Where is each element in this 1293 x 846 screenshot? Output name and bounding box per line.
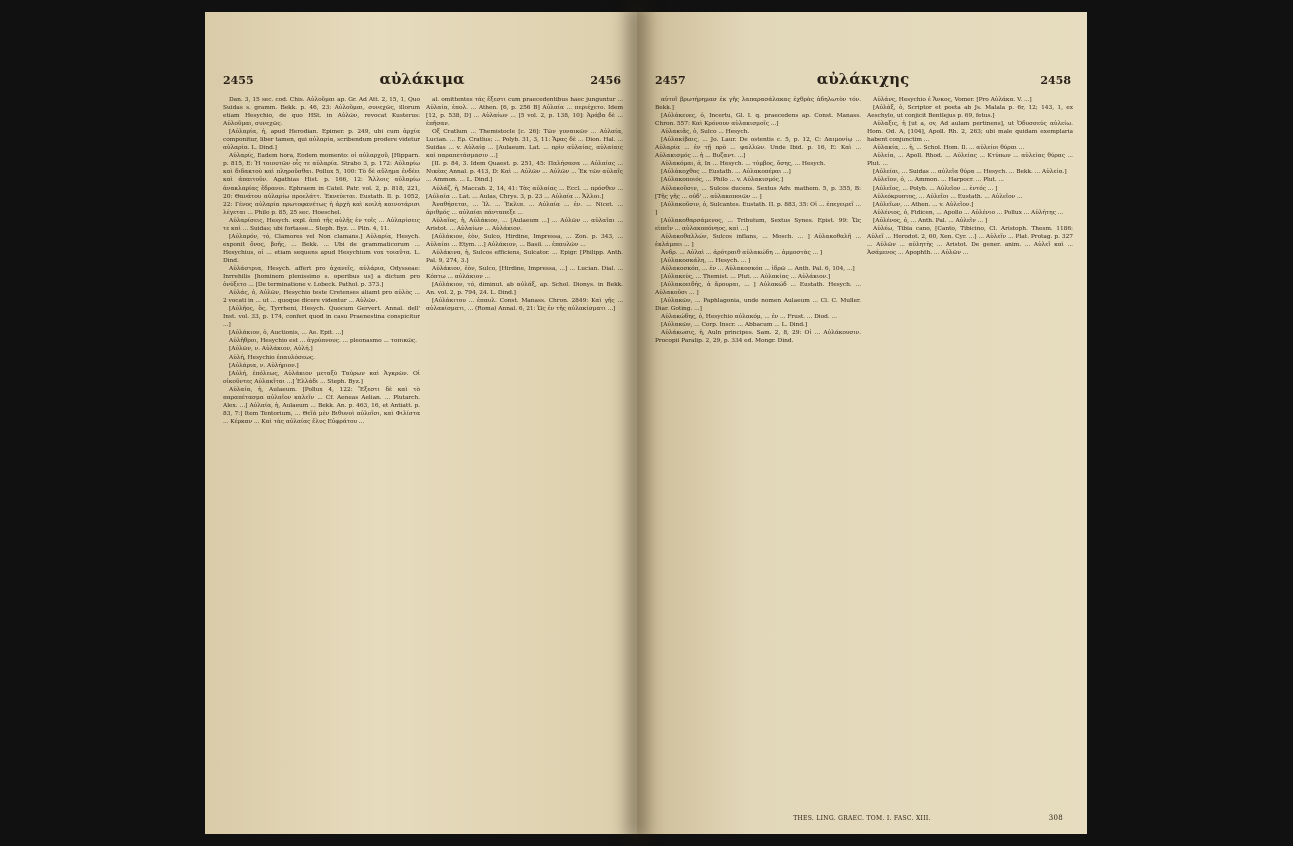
dictionary-entry: [Αὐλάκιον, ὁ, Auctionis, ... Ae. Epit. ...] — [229, 330, 344, 337]
left-page — [205, 12, 637, 834]
column-number-left: 2457 — [655, 74, 686, 87]
text-column — [867, 96, 1073, 816]
dictionary-entry: Αὐλεῖον, ὁ, ... Ammon. ... Harpocr. ... Plut. ... — [873, 177, 1004, 184]
right-page-columns — [655, 96, 1073, 816]
dictionary-entry: [Αὐλῶν, ν. Αὐλάκιον, Αὐλή.] — [229, 346, 313, 353]
dictionary-entry: [Αὐλένος, ὁ, ... Anth. Pal. ... Αὐλεῖν ... ] — [873, 217, 988, 224]
dictionary-entry: Αὐλῆθροι, Hesychio est ... ἀγρύπνους. ... pleonasmo ... τοπικῶς. — [229, 338, 417, 345]
left-page-header — [223, 70, 621, 92]
dictionary-entry: Ἀναθήσεται, ... Ἰλ. ... Ἐκλιπ. ... Αὐλαία ... ἐν. ... Nicet. ... ἀριθμός ... αὐλαίαι πάνταπεξε ... — [426, 201, 623, 216]
dictionary-entry: [Αὐλάκοχθος ... Eustath. ... Αὐλακοπέραι ...] — [661, 169, 791, 176]
dictionary-entry: [Αὐλακοποιός, ... Philo ... v. Αὐλακισμός.] — [661, 177, 783, 184]
dictionary-entry: Αὐλακοσκόπ, ... ἐν ... Αὐλακοσκόπ ... ἱδρῶ ... Anth. Pal. 6, 104, ...] — [661, 265, 855, 272]
dictionary-entry: [II. p. 84, 3. Idem Quaest. p. 251, 45: Παλήσασα ... Αὐλαίας ... Νικέας Annal. p. 413, D: Καὶ ... Αὐλῶν ... Αὐλῶν ... Ἐκ τῶν αὐλαῖς ... Ammon. ... L. Dind.] — [426, 161, 623, 184]
dictionary-entry: Αὐλάκινα, ἡ, Sulcos efficiens, Sulcator. ... Epigr. [Philipp. Anth. Pal. 9, 274, 3.] — [426, 249, 623, 264]
dictionary-entry: Αὐλάνς, Hesychio ἐ Ἄνκος, Vomer. [Pro Αὐλάκα. V. ...] — [873, 97, 1032, 103]
dictionary-entry: Αὐλακοθαλλών, Sulcos inflans, ... Mosch. ... ] Αὐλακοθαλῆ ... ἐκλάμπει ... ] — [655, 233, 861, 248]
dictionary-entry: Αὐλή, Hesychio ἐπαυλόσεως. — [229, 354, 315, 361]
dictionary-entry: Αὐλένιος, ὁ, Fidicen, ... Apollo ... Αὐλένιο ... Pollux ... Αὐλήτης ... — [873, 209, 1064, 216]
dictionary-entry: [Αὐλάκιον, τό, diminut. ab αὐλάξ, ap. Schol. Dionys. in Bekk. An. vol. 2, p. 794, 24. L. Dind.] — [426, 282, 623, 297]
dictionary-entry: Dan. 3, 15 sec. cod. Chis. Αὐλοῦμαι ap. Gr. Ad Att. 2, 15, 1, Quo Suidas s. gramm. Bekk. p. 46, 23: Αὐλοῦμαι, συνεχῶς, illorum etiam Hesychio, de quo HSt. in Αὐλῶν, revocat Kusterus: Αὐλοῦμαι, συνεχῶς. — [223, 97, 420, 128]
text-column — [426, 96, 623, 816]
dictionary-entry: Αὐλακόμαι, ἀ, In ... Hesych. ... τύμβος, ὄσης, ... Hesych. — [661, 161, 826, 168]
dictionary-entry: Αὐλεόκρυπτος, ... Αὐλεῖοι ... Eustath. ... Αὐλεῖον ... — [873, 193, 1023, 200]
dictionary-entry: [Αὐλακῶν, ... Corp. Inscr. ... Abbacum ... L. Dind.] — [661, 322, 808, 329]
dictionary-entry: αὐτοῖ βρωτήρημασ ἐκ γῆς λαπαρασάλακας ἐχθρὰς ἀδηλωτὸν τόν. Bekk.] — [655, 97, 861, 112]
dictionary-entry: [Αὐλακῶν, ... Paphlagonia, unde nomen Aulaeum ... Cl. C. Muller. Diar. Goting. ...] — [655, 298, 861, 313]
text-column — [223, 96, 420, 816]
dictionary-entry: Αὐλάζ, ἡ, Maccab. 2, 14, 41: Τὰς αὐλαίας ... Eccl. ... πρόσθεν ... [Αὐλαία ... Lat. ... Aulas, Chrys. 3, p. 23 ... Αὐλαία ... Ἄλλοι.] — [426, 185, 623, 200]
dictionary-entry: [Αὐλαρία, ἡ, apud Herodian. Epimer. p. 249, ubi cum ἀρχία componitur, liber tamen, qui αὐλαρία, scribendum prodere videtur αὐλαρία. L. Dind.] — [223, 129, 420, 152]
dictionary-entry: Αὐλέω, Tibia cano, [Canto, Tibicino, Cl. Aristoph. Thesm. 1186: Αὐλεῖ ... Herodot. 2, 60, Xen. Cyr. ...] ... Αὐλεῖν ... Plat. Protag. p. 327 ... Αὐλῶν ... αὐλητὴς ... Aristot. De gener. anim. ... Αὐλεῖ καὶ ... Ἀσάμενος ... Apophth. ... Αὐλῶν ... — [867, 225, 1073, 256]
dictionary-entry: [Αὐλάκευες, ὁ, Incertu, Gl. I. q. praecedens ap. Const. Manass. Chron. 557: Καὶ Κρόνουν αὐλακισμοῖς ...] — [655, 113, 861, 128]
column-number-right: 2456 — [590, 74, 621, 87]
dictionary-entry: [Αὐλακίβαις, ... Jo. Laur. De ostentis c. 5, p. 12, C: Δαιμονίῳ ... Αὐλαρία ... ἐν τῇ πρὸ ... ψαλλῶν. Unde Ibid. p. 16, Ε: Καὶ ... Αὐλακισμός ... ἡ ... Βυζαντ. ...] — [655, 137, 861, 160]
footer-page-number: 308 — [1048, 814, 1063, 822]
dictionary-entry: [Αὐλακοσκάλη, ... Hesych. ... ] — [661, 257, 751, 264]
dictionary-entry: [Αὐλῆος, ὅς, Tyrrheni, Hesych. Quocum Gervert. Annal. dell' Inst. vol. 33, p. 174, conferi quod in casu Praenestina conspicitur ...] — [223, 306, 420, 329]
dictionary-entry: Αὐλακιᾶς, ὁ, Sulco ... Hesych. — [661, 129, 750, 136]
dictionary-entry: Αὐλακία, ... ἡ, ... Schol. Hom. Il. ... αὐλείοι θύραι ... — [873, 145, 1025, 152]
dictionary-entry: [Αὐλάκιον, ἐὸν, Sulco, Hirdine, Impressa, ... Zon. p. 343, ... Αὐλαίαι ... Etym. ...] Αὐλάκιον, ... Basil. ... ἐπαυλῶν ... — [426, 233, 623, 248]
running-headword: αὐλάκιμα — [379, 70, 465, 88]
dictionary-entry: [Αὐλάκιτου ... ἐπαυλ. Const. Manass. Chron. 2849: Καὶ γῆς ... αὐλακίσματι, ... (Roma) Annal. 6, 21: Ὡς ἐν τῆς αὐλακίσματι ...] — [426, 298, 623, 313]
dictionary-entry: [Αὐλακοθαρσάμενος, ... Tributum, Sextus Synes. Epist. 99: Ὥς εἰπεῖν ... αὐλακοπόνηος, καὶ ...] — [655, 217, 861, 232]
dictionary-entry: [Αὐλή, ἐπόλεως, Αὐλάκιον μεταξὺ Ταύρων καὶ Ἀγκρῶν. Oἱ οἰκοῦντες Αὐλακῖται ...] Ἑλλάδι ... Steph. Byz.] — [223, 370, 420, 385]
dictionary-entry: Οξ Cratlum ... Themistocle [c. 26]: Τῶν γυναικῶν ... Αὐλαία, Lucian. ... Ερ. Cratlus; ... Polyb. 31, 3, 11: Ἄρας δὲ ... Dion. Hal. ... Suidas ... v. Αὐλαίᾳ ... [Aulaeum. Lat. ... πρὶν αὐλαίας, αὐλαίαις καὶ παραπετάσμασιν ...] — [426, 129, 623, 160]
right-page-header — [655, 70, 1071, 92]
dictionary-entry: Αὐλακοῦσιν, ... Sulcos ducens. Sextus Adv. mathem. 5, p. 355, Β: [Τῆς γῆς ... οὐδ' ... αὐλακοποιῶν ... ] — [655, 185, 861, 200]
text-column — [655, 96, 861, 816]
dictionary-entry: al. omittentes τάς ἔξεστι cum praecedentibus haec junguntur ... Αὐλαία, ἐπολ. ... Athen. [6, p. 256 B] Αὐλαία ... περιέχετο. Idem [12, p. 538, D] ... Αὐλαίων ... [5 vol. 2, p. 138, 10]: Ἀράβα δὲ ... ἐπῆσαν. — [426, 97, 623, 128]
dictionary-entry: Αὐλεία, ... Apoll. Rhod. ... Αὐλείας ... Κτύπων ... αὐλείας θύρας ... Plut. ... — [867, 153, 1073, 168]
left-page-columns — [223, 96, 623, 816]
dictionary-entry: [Αὐλάξ, ὁ, Scriptor et poeta ab Js. Malala p. 6r, 12; 143, 1, ex Aeschylo, ut conjicit Bentlejus p. 69, fetus.] — [867, 105, 1073, 120]
dictionary-entry: Αὐλάκωσις, ἡ, Auln principes. Sam. 2, 8, 29: Οἱ ... Αὐλάκουσιν. Procopii Paralip. 2, 29, p. 334 ed. Mongr. Dind. — [655, 330, 861, 345]
dictionary-entry: [Αὐλακοειδής, ἀ ἄρουραι, ... ] Αὐλακώδ ... Eustath. Hesych. ... Αὐλακοῦσι ... ] — [655, 282, 861, 297]
dictionary-entry: [Αὐλεῖων, ... Athen. ... v. Αὐλεῖον.] — [873, 201, 974, 208]
dictionary-entry: Αὐλάστρια, Hesych. affert pro ἀχανεῖς, αὐλάρια, Odysseae: Inrrehilis [hominem plenissimo s. operibus us] a dictum pro ὀνύξετο ... [De terminatione v. Lobeck. Pathol. p. 373.] — [223, 265, 420, 289]
dictionary-entry: Αὐλακώδης, ὁ, Hesychio αὐλακόμ, ... ἐν ... Frust. ... Diod. ... — [661, 314, 837, 321]
dictionary-entry: Αὐλαξις, ἡ [ut a, ov, Ad aulam pertinens], ut Ὀδυσσεύς αὐλείω. Hom. Od. A, [104], Apoll. Rh. 2, 263; ubi male quidam exemplaria habent conjunctim ... — [867, 121, 1073, 144]
right-page — [637, 12, 1087, 834]
dictionary-entry: Αὐλαῖος, ἡ, Αὐλάκιον, ... [Aulaeum ...] ... Αὐλῶν ... αὐλαῖαι ... Aristot. ... Αὐλαίων ... Αὐλάκιον. — [426, 217, 623, 232]
dictionary-entry: Ἀνδρ. ... Αὐλαὶ ... ἀρότραιθ αὐλακώδη ... ἁρμοστὰς ... ] — [661, 249, 823, 256]
dictionary-entry: [Αὐλείαι, ... Suidas ... αὐλεῖα θύρα ... Hesych. ... Bekk. ... Αὐλεία.] — [873, 169, 1067, 176]
dictionary-entry: Αὐλαρίς, Eadem hora, Eodem momento: οἱ αὐλαρχοῦ, [Hipparn. p. 815, E: Ἡ τοιουτῶν οἷς τε αὐλαρία. Strabo 3, p. 172: Αὐλαρίω καὶ διδακτοὺ καὶ πληροῦσθαι. Pollux 5, 100: Τὸ δὲ αὔλημα ἐνδέει καὶ ἀπαιτοῦν. Agathias Hist. p. 166, 12: Ἄλλοις αὐλαρίω ἀνακλαρίας ἔδρανοι. Ephraem in Catel. Patr. vol. 2, p. 818, 221, 20: Θανάτου αὐλαρίω προελάττ. Έκνεύεται. Eustath. Il. p. 1052, 22: Γένος αὐλαρία πρωτοφανέτως ἡ ἀρχὴ καὶ κοιλὴ καινοτάρισι λέγεται ... Philo p. 85, 25 sec. Hoeschel. — [223, 153, 420, 216]
dictionary-entry: Αὐλαία, ἡ, Aulaeum. [Pollux 4, 122: Ἔξεστι δὲ καὶ τὸ παραπέτασμα αὐλαῖον καλεῖν ... Cf. Aeneas Aelian. ... Plutarch. Alex. ...] Αὐλαία, ἡ, Aulaeum ... Bekk. An. p. 463, 16, et Antiatt. p. 83, 7:] Item Tentorium, ... Θεῖά μὲν Βιθυνοὶ αὐλοῖσι, καὶ Φιλίστα ... Κέρκαν ... Καὶ τὰς αὐλαίας ἔλυς Εὐφράτου ... — [223, 386, 420, 425]
dictionary-entry: Αὐλαρίσεις, Hesych. expl. ἀπὸ τῆς αὐλῆς ἐν τοῖς ... Αὐλαρίσεις τε καὶ ... Suidas; ubi fortasse... Steph. Byz. ... Plin. 4, 11. — [223, 217, 420, 232]
dictionary-entry: [Αὐλακοῦσιν, ὁ, Sulcantes. Eustath. II. p. 883, 35: Οἱ ... ἐπεγειρεῖ ... ] — [655, 201, 861, 216]
dictionary-entry: [Αὐλακεύς, ... Themist. ... Plut. ... Αὐλακίας ... Αὐλάκιον.] — [661, 274, 831, 281]
page-footer — [637, 815, 1087, 822]
dictionary-entry: Αὐλάκιον, ἐὸν, Sulco, [Hirdine, Impressa, ...] ... Lucian. Dial. ... Κόπτω ... αὐλάκιον ... — [426, 265, 623, 281]
column-number-left: 2455 — [223, 74, 254, 87]
dictionary-entry: [Αὐλάρια, ν. Αὐλήριον.] — [229, 362, 299, 369]
dictionary-entry: [Αὐλαρόν, τό, Clamores vel Non clamans.] Αὐλαρία, Hesych. exponit ὄνος, βοῆς, ... Bekk. ... Ubi de grammaticorum ... Hesychius, οἱ ... etiam sequens apud Hesychium vox τοιαῦτα. L. Dind. — [223, 233, 420, 264]
running-headword: αὐλάκιχης — [816, 70, 910, 88]
book-spread — [205, 12, 1087, 834]
footer-imprint: THES. LING. GRAEC. TOM. I. FASC. XIII. — [793, 815, 931, 822]
dictionary-entry: [Αὐλεῖος, ... Polyb. ... Αὐλεῖον ... ἐντός ... ] — [873, 185, 998, 192]
column-number-right: 2458 — [1040, 74, 1071, 87]
dictionary-entry: Αὐλάς, ὁ, Αὐλῶν, Hesychio teste Cretenses aliamt pro αὐλὸς ... 2 vocati in ... ut ... quoque dicere videntur ... Αὐλῶν. — [223, 290, 420, 305]
